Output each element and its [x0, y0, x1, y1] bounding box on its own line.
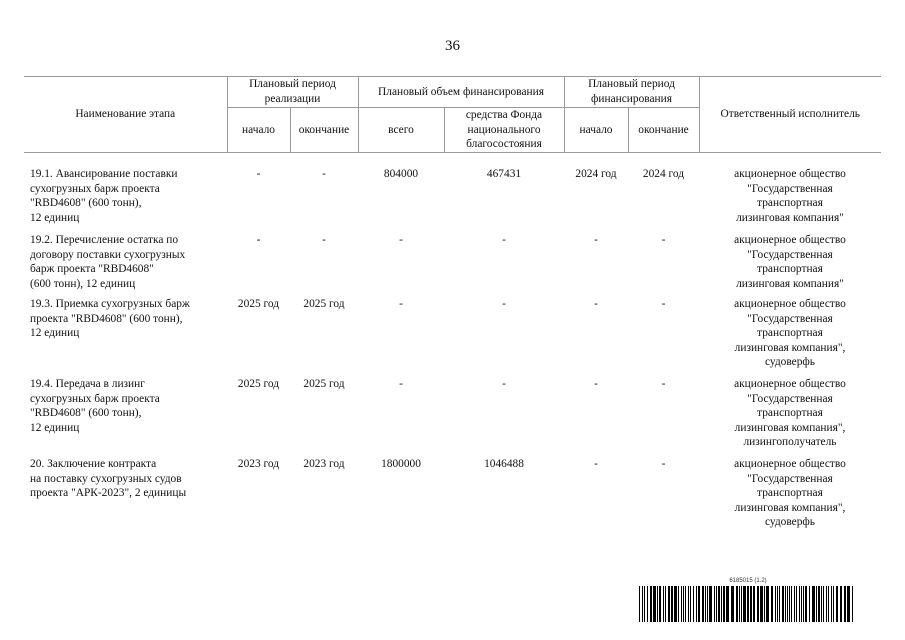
barcode-bar [688, 586, 689, 622]
barcode-bar [644, 586, 645, 622]
realization-start-cell: 2025 год [237, 298, 280, 310]
responsible-line: акционерное общество [734, 298, 846, 310]
stage-name-line: 12 единиц [30, 211, 80, 224]
barcode-bar [716, 586, 717, 622]
realization-start-cell: - [256, 234, 261, 246]
responsible-line: лизинговая компания", [734, 501, 846, 514]
responsible-line: "Государственная [747, 392, 833, 405]
barcode-bar [707, 586, 708, 622]
responsible-cell [699, 457, 881, 537]
header-fund: средства Фонда национального благосостояния [444, 108, 564, 153]
stage-name-line: проекта "АРК-2023", 2 единицы [30, 487, 187, 500]
barcode-bar [791, 586, 792, 622]
total-cell: - [399, 298, 403, 310]
barcode-bar [650, 586, 652, 622]
stage-name-cell [24, 457, 227, 537]
barcode-bar [812, 586, 815, 622]
barcode-bar [709, 586, 712, 622]
responsible-cell [699, 167, 881, 233]
fund-cell: - [502, 378, 506, 390]
header-financing-start: начало [564, 108, 628, 153]
barcode-bar [721, 586, 722, 622]
realization-start-cell: 2025 год [237, 378, 280, 390]
stage-name-cell [24, 233, 227, 297]
stage-name-line: "RBD4608" (600 тонн), [30, 407, 142, 420]
barcode-bar [642, 586, 643, 622]
barcode-bar [750, 586, 752, 622]
financing-end-cell: 2024 год [642, 168, 685, 180]
barcode-bar [693, 586, 694, 622]
barcode-bar [714, 586, 715, 622]
responsible-cell [699, 377, 881, 457]
financing-start-cell: 2024 год [575, 168, 617, 180]
barcode-bar [833, 586, 834, 622]
barcode-text: 6185015 (1.2) [729, 578, 767, 584]
barcode-bar [659, 586, 661, 622]
barcode-bar [671, 586, 673, 622]
barcode-bar [663, 586, 664, 622]
responsible-line: транспортная [757, 407, 823, 420]
financing-start-cell: - [594, 458, 598, 470]
barcode-bar [803, 586, 804, 622]
barcode-bar [840, 586, 842, 622]
financing-end-cell: - [661, 458, 666, 470]
barcode-bar [823, 586, 824, 622]
barcode-bar [665, 586, 666, 622]
table-row [24, 233, 881, 297]
barcode-bar [698, 586, 700, 622]
stage-name-line: 19.1. Авансирование поставки [30, 168, 178, 180]
realization-end-cell: - [322, 168, 326, 180]
barcode-bar [757, 586, 759, 622]
barcode-bar [852, 586, 853, 622]
fund-cell: 467431 [486, 168, 522, 180]
header-period-realization: Плановый период реализации [227, 77, 358, 108]
barcode-bar [753, 586, 755, 622]
barcode-bar [723, 586, 725, 622]
total-cell: 804000 [383, 168, 419, 180]
stage-name-line: сухогрузных барж проекта [30, 392, 160, 405]
barcode-bar [818, 586, 820, 622]
responsible-line: акционерное общество [734, 458, 846, 470]
responsible-cell [699, 297, 881, 377]
responsible-line: транспортная [757, 197, 823, 210]
barcode-bar [743, 586, 746, 622]
responsible-line: акционерное общество [734, 168, 846, 180]
responsible-line: "Государственная [747, 182, 833, 195]
responsible-line: "Государственная [747, 472, 833, 485]
table-row [24, 377, 881, 457]
responsible-line: акционерное общество [734, 234, 846, 246]
barcode-bar [760, 586, 763, 622]
barcode-bar [668, 586, 670, 622]
realization-end-cell: - [322, 234, 326, 246]
stage-name-line: на поставку сухогрузных судов [30, 472, 182, 485]
stage-name-cell [24, 377, 227, 457]
stage-name-line: договору поставки сухогрузных [30, 248, 186, 261]
financing-start-cell: - [594, 378, 598, 390]
barcode-bar [766, 586, 769, 622]
header-total: всего [358, 108, 444, 153]
plan-table [24, 76, 881, 537]
financing-start-cell: - [594, 234, 598, 246]
fund-cell: 1046488 [484, 458, 524, 470]
header-responsible: Ответственный исполнитель [699, 77, 881, 153]
responsible-line: акционерное общество [734, 378, 846, 390]
stage-name-line: 12 единиц [30, 421, 80, 434]
barcode-bar [678, 586, 679, 622]
barcode-bar [828, 586, 829, 622]
header-realization-start: начало [227, 108, 290, 153]
barcode-bar [789, 586, 790, 622]
realization-end-cell: 2025 год [303, 298, 345, 310]
realization-start-cell: 2023 год [237, 458, 280, 470]
stage-name-line: 12 единиц [30, 327, 80, 340]
stage-name-line: 19.3. Приемка сухогрузных барж [30, 298, 190, 310]
stage-name-cell [24, 297, 227, 377]
financing-end-cell: - [661, 234, 666, 246]
stage-name-line: (600 тонн), 12 единиц [30, 277, 136, 290]
barcode-bar [801, 586, 802, 622]
barcode-bar [705, 586, 706, 622]
barcode-bar [805, 586, 807, 622]
financing-start-cell: - [594, 298, 598, 310]
barcode-bar [809, 586, 810, 622]
barcode-bar [718, 586, 720, 622]
total-cell: 1800000 [381, 458, 421, 470]
stage-name-line: сухогрузных барж проекта [30, 182, 160, 195]
realization-end-cell: 2025 год [303, 378, 345, 390]
stage-name-line: 19.4. Передача в лизинг [30, 378, 145, 390]
barcode-bar [657, 586, 658, 622]
barcode-bar [785, 586, 786, 622]
barcode-bar [826, 586, 827, 622]
responsible-line: лизинговая компания", [734, 341, 846, 354]
page-number: 36 [445, 38, 460, 54]
barcode-bar [821, 586, 822, 622]
header-period-financing: Плановый период финансирования [564, 77, 699, 108]
header-realization-end: окончание [290, 108, 358, 153]
table-row [24, 457, 881, 537]
barcode-bar [782, 586, 784, 622]
stage-name-line: проекта "RBD4608" (600 тонн), [30, 312, 183, 325]
total-cell: - [399, 378, 403, 390]
barcode-bar [639, 586, 640, 622]
responsible-line: лизингополучатель [743, 436, 837, 449]
responsible-line: "Государственная [747, 248, 833, 261]
barcode-bar [771, 586, 773, 622]
barcode-bar [777, 586, 778, 622]
financing-end-cell: - [661, 378, 666, 390]
barcode-bar [696, 586, 697, 622]
realization-end-cell: 2023 год [303, 458, 345, 470]
barcode-bar [739, 586, 740, 622]
table-header-row [24, 77, 881, 108]
responsible-line: судоверфь [764, 356, 815, 369]
header-stage-name: Наименование этапа [24, 77, 227, 153]
barcode-bar [726, 586, 729, 622]
responsible-line: судоверфь [764, 516, 815, 529]
responsible-cell [699, 233, 881, 297]
barcode-bar [674, 586, 677, 622]
barcode-bar [775, 586, 776, 622]
fund-cell: - [502, 298, 506, 310]
barcode-bar [736, 586, 738, 622]
barcode-bar [844, 586, 846, 622]
barcode-bar [731, 586, 734, 622]
barcode-bar [653, 586, 656, 622]
barcode-bar [799, 586, 800, 622]
barcode-bar [647, 586, 648, 622]
barcode-bar [831, 586, 832, 622]
stage-name-cell [24, 167, 227, 233]
stage-name-line: "RBD4608" (600 тонн), [30, 197, 142, 210]
barcode-image [639, 586, 857, 622]
table-body [24, 153, 881, 538]
header-financing-volume: Плановый объем финансирования [358, 77, 564, 108]
barcode-bar [794, 586, 795, 622]
barcode-bar [764, 586, 765, 622]
table-row [24, 167, 881, 233]
responsible-line: лизинговая компания" [736, 211, 844, 224]
responsible-line: "Государственная [747, 312, 833, 325]
responsible-line: лизинговая компания", [734, 421, 846, 434]
total-cell: - [399, 234, 403, 246]
header-financing-end: окончание [628, 108, 699, 153]
responsible-line: транспортная [757, 263, 823, 276]
responsible-line: лизинговая компания" [736, 277, 844, 290]
stage-name-line: барж проекта "RBD4608" [30, 263, 154, 276]
fund-cell: - [502, 234, 506, 246]
barcode-bar [685, 586, 686, 622]
financing-end-cell: - [661, 298, 666, 310]
barcode-bar [747, 586, 749, 622]
realization-start-cell: - [256, 168, 261, 180]
barcode-bar [847, 586, 850, 622]
barcode-bar [836, 586, 838, 622]
barcode-bar [787, 586, 788, 622]
barcode-bar [683, 586, 684, 622]
barcode [639, 577, 857, 622]
table-row [24, 297, 881, 377]
stage-name-line: 20. Заключение контракта [30, 458, 157, 470]
barcode-bar [681, 586, 682, 622]
barcode-bar [779, 586, 780, 622]
barcode-bar [741, 586, 742, 622]
responsible-line: транспортная [757, 487, 823, 500]
barcode-bar [816, 586, 817, 622]
stage-name-line: 19.2. Перечисление остатка по [30, 234, 179, 246]
responsible-line: транспортная [757, 327, 823, 340]
barcode-bar [796, 586, 797, 622]
barcode-bar [702, 586, 704, 622]
barcode-bar [690, 586, 691, 622]
